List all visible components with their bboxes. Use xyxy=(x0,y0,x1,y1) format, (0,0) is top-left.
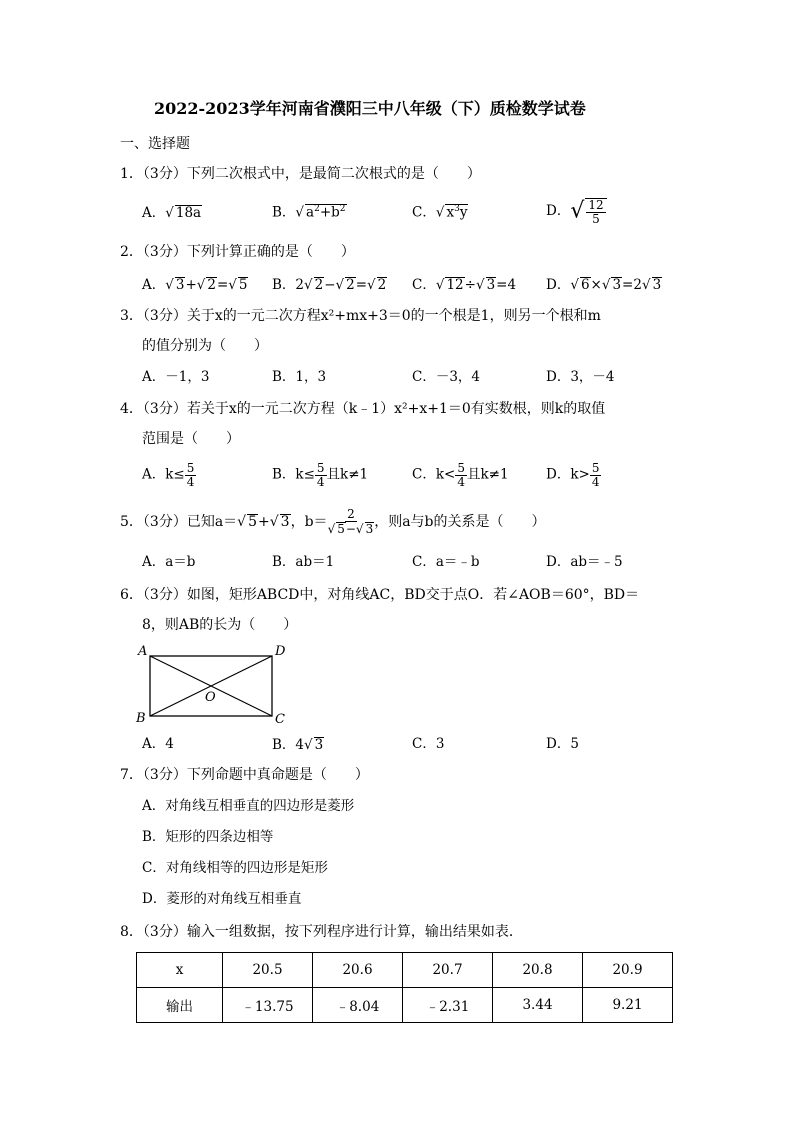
q5-option-d[interactable]: D．ab＝﹣5 xyxy=(546,554,623,570)
q6-option-d[interactable]: D．5 xyxy=(546,736,579,752)
question-3-line1: 3．（3分）关于x的一元二次方程x²+mx+3＝0的一个根是1，则另一个根和m xyxy=(120,308,601,324)
q2-option-c[interactable]: C．√ 12÷√ 3=4 xyxy=(412,277,517,293)
question-8: 8．（3分）输入一组数据，按下列程序进行计算，输出结果如表． xyxy=(120,924,523,940)
question-6-line1: 6．（3分）如图，矩形ABCD中，对角线AC，BD交于点O．若∠AOB＝60°，BD＝ xyxy=(120,587,640,603)
question-6-line2: 8，则AB的长为（ ） xyxy=(142,617,298,633)
q5-option-b[interactable]: B．ab＝1 xyxy=(272,554,335,570)
question-7: 7．（3分）下列命题中真命题是（ ） xyxy=(120,767,369,783)
label-c: C xyxy=(275,712,285,727)
q1-option-a[interactable]: A．√ 18a xyxy=(142,205,202,221)
q7-option-b[interactable]: B．矩形的四条边相等 xyxy=(142,829,274,845)
table-cell: ﹣13.75 xyxy=(223,988,313,1023)
table-cell: 20.7 xyxy=(403,953,493,988)
q6-option-b[interactable]: B．4√ 3 xyxy=(272,737,324,753)
table-cell: x xyxy=(137,953,223,988)
question-2: 2．（3分）下列计算正确的是（ ） xyxy=(120,244,355,260)
table-cell: 3.44 xyxy=(493,988,583,1023)
rectangle-diagram xyxy=(130,642,300,730)
q4-option-d[interactable]: D．k> $\frac{5}{4}$ xyxy=(546,461,600,489)
q3-option-c[interactable]: C．－3，4 xyxy=(412,369,481,385)
table-cell: ﹣2.31 xyxy=(403,988,493,1023)
data-table xyxy=(136,952,673,1023)
table-cell: 20.5 xyxy=(223,953,313,988)
table-row xyxy=(137,988,673,1023)
section-heading: 一、选择题 xyxy=(120,136,190,152)
q3-option-a[interactable]: A．－1，3 xyxy=(142,369,210,385)
q4-option-b[interactable]: B．k≤ $\frac{5}{4}$ 且k≠1 xyxy=(272,461,369,489)
question-1: 1．（3分）下列二次根式中，是最简二次根式的是（ ） xyxy=(120,166,481,182)
q7-option-d[interactable]: D．菱形的对角线互相垂直 xyxy=(142,891,302,907)
label-b: B xyxy=(136,711,146,726)
q2-option-d[interactable]: D．√ 6×√ 3=2√ 3 xyxy=(546,277,662,293)
q6-option-c[interactable]: C．3 xyxy=(412,736,445,752)
q1-option-c[interactable]: C．√ $x^3y$ xyxy=(412,204,468,221)
question-4-line1: 4．（3分）若关于x的一元二次方程（k﹣1）x²+x+1＝0有实数根，则k的取值 xyxy=(120,401,606,417)
label-d: D xyxy=(275,644,286,659)
q5-option-c[interactable]: C．a＝﹣b xyxy=(412,554,480,570)
q1-option-d[interactable]: D．√ $\frac{12}{5}$ xyxy=(546,198,607,225)
question-3-line2: 的值分别为（ ） xyxy=(142,338,268,354)
table-cell: 20.8 xyxy=(493,953,583,988)
label-o: O xyxy=(205,690,216,705)
q4-option-a[interactable]: A．k≤ $\frac{5}{4}$ xyxy=(142,461,195,489)
question-5: 5．（3分）已知a＝√ 5+√ 3，b＝ $\frac{2}{√ 5-√ 3}$ ，则a与b的关系是（ ） xyxy=(120,507,546,536)
q5-option-a[interactable]: A．a＝b xyxy=(142,554,196,570)
table-row xyxy=(137,953,673,988)
q3-option-d[interactable]: D．3，－4 xyxy=(546,369,615,385)
label-a: A xyxy=(138,644,148,659)
q1-option-b[interactable]: B．√ $a^2+b^2$ xyxy=(272,204,346,221)
page-title: 2022-2023学年河南省濮阳三中八年级（下）质检数学试卷 xyxy=(154,99,586,118)
question-4-line2: 范围是（ ） xyxy=(142,431,240,447)
q6-option-a[interactable]: A．4 xyxy=(142,736,174,752)
table-cell: 20.9 xyxy=(583,953,673,988)
table-cell: 输出 xyxy=(137,988,223,1023)
table-cell: 20.6 xyxy=(313,953,403,988)
q7-option-a[interactable]: A．对角线互相垂直的四边形是菱形 xyxy=(142,798,355,814)
q2-option-a[interactable]: A．√ 3+√ 2=√ 5 xyxy=(142,277,248,293)
q7-option-c[interactable]: C．对角线相等的四边形是矩形 xyxy=(142,860,328,876)
table-cell: 9.21 xyxy=(583,988,673,1023)
q3-option-b[interactable]: B．1，3 xyxy=(272,369,327,385)
q4-option-c[interactable]: C．k< $\frac{5}{4}$ 且k≠1 xyxy=(412,461,509,489)
q2-option-b[interactable]: B．2√ 2−√ 2=√ 2 xyxy=(272,277,387,293)
table-cell: ﹣8.04 xyxy=(313,988,403,1023)
